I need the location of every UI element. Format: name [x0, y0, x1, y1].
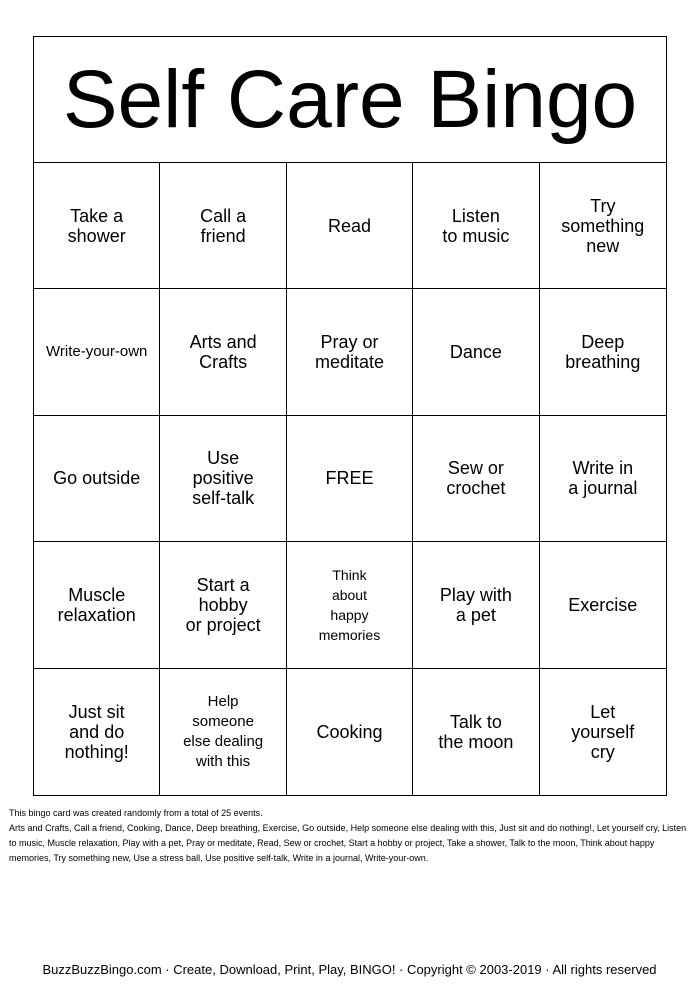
page-footer: BuzzBuzzBingo.com · Create, Download, Print, Play, BINGO! · Copyright © 2003-2019 · All rights reserved — [42, 962, 657, 977]
bingo-cell: Listen to music — [413, 163, 539, 289]
bingo-cell: Go outside — [34, 416, 160, 542]
title-cell — [34, 37, 666, 163]
bingo-cell: Let yourself cry — [571, 701, 635, 762]
bingo-cell: Sew or crochet — [413, 416, 539, 542]
bingo-cell: Pray or meditate — [287, 289, 413, 415]
bingo-cell: Cooking — [287, 669, 413, 795]
bingo-grid — [34, 163, 666, 795]
bingo-cell: Write in a journal — [540, 416, 666, 542]
notes-event-list: Arts and Crafts, Call a friend, Cooking, Dance, Deep breathing, Exercise, Go outside, Help someone else dealing with this, Just sit and do nothing!, Let yourself cry, Listen to music, Muscle relaxation, Play with a pet, Pray or meditate, Read, Sew or crochet, Start a hobby or project, Take a shower, Talk to the moon, Think about happy memories, Try something new, Use a stress ball, Use positive self-talk, Write in a journal, Write-your-own. — [9, 823, 687, 863]
bingo-cell: Call a friend — [160, 163, 286, 289]
bingo-cell: Try something new — [540, 163, 666, 289]
card-notes — [9, 806, 693, 866]
bingo-cell: Help someone else dealing with this — [160, 669, 286, 795]
bingo-cell: Play with a pet — [413, 542, 539, 668]
bingo-cell: Talk to the moon — [413, 669, 539, 795]
bingo-cell: Muscle relaxation — [34, 542, 160, 668]
bingo-cell: Read — [287, 163, 413, 289]
bingo-cell: Start a hobby or project — [160, 542, 286, 668]
bingo-cell: Take a shower — [34, 163, 160, 289]
bingo-cell: Use positive self-talk — [160, 416, 286, 542]
bingo-cell: Arts and Crafts — [160, 289, 286, 415]
bingo-cell: Exercise — [540, 542, 666, 668]
card-title: Self Care Bingo — [62, 53, 638, 145]
bingo-cell: Write-your-own — [34, 289, 160, 415]
notes-intro: This bingo card was created randomly from a total of 25 events. — [9, 808, 263, 818]
bingo-cell: Dance — [413, 289, 539, 415]
bingo-cell: Think about happy memories — [287, 542, 413, 668]
free-space-cell: FREE — [287, 416, 413, 542]
bingo-cell: Just sit and do nothing! — [34, 669, 160, 795]
bingo-cell: Deep breathing — [540, 289, 666, 415]
bingo-card — [33, 36, 667, 796]
